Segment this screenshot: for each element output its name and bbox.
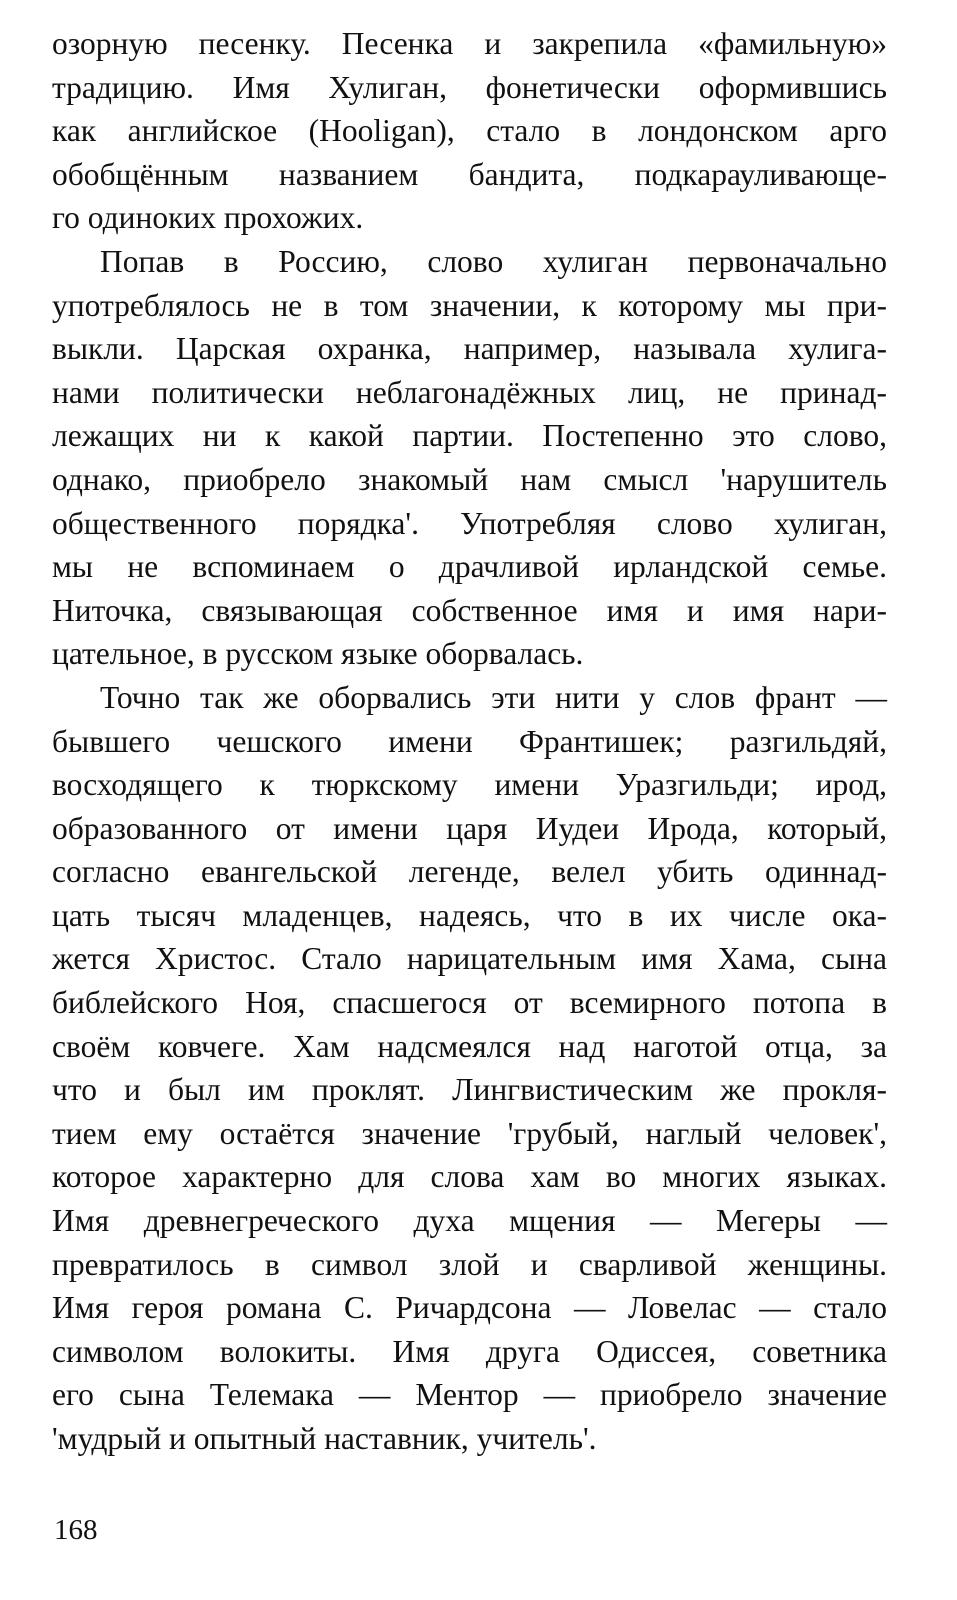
text-line: превратилось в символ злой и сварливой женщины. [52, 1246, 887, 1282]
text-line: цать тысяч младенцев, надеясь, что в их числе ока- [52, 897, 887, 933]
text-line: цательное, в русском языке оборвалась. [52, 636, 584, 672]
text-line: согласно евангельской легенде, велел убить одиннад- [52, 854, 887, 890]
text-line: озорную песенку. Песенка и закрепила «фамильную» [52, 26, 887, 61]
text-line: библейского Ноя, спасшегося от всемирного потопа в [52, 985, 887, 1021]
text-line: традицию. Имя Хулиган, фонетически оформившись [52, 69, 887, 105]
text-line: тием ему остаётся значение 'грубый, наглый человек', [52, 1115, 887, 1151]
text-line: своём ковчеге. Хам надсмеялся над наготой отца, за [52, 1028, 887, 1064]
text-line: жется Христос. Стало нарицательным имя Хама, сына [52, 941, 887, 977]
text-line: обобщённым названием бандита, подкарауливающе- [52, 156, 887, 192]
text-line: нами политически неблагонадёжных лиц, не принад- [52, 374, 887, 410]
page-number: 168 [54, 1514, 98, 1546]
text-line: которое характерно для слова хам во многих языках. [52, 1159, 887, 1195]
text-line: Имя древнегреческого духа мщения — Мегеры — [52, 1203, 887, 1239]
text-line: выкли. Царская охранка, например, называла хулига- [52, 331, 887, 367]
text-line: что и был им проклят. Лингвистическим же прокля- [52, 1072, 887, 1108]
text-line: однако, приобрело знакомый нам смысл 'нарушитель [52, 461, 887, 497]
text-line: Попав в Россию, слово хулиган первоначально [100, 243, 887, 279]
text-line: образованного от имени царя Иудеи Ирода, который, [52, 810, 887, 846]
text-line: его сына Телемака — Ментор — приобрело значение [52, 1377, 887, 1413]
text-line: Точно так же оборвались эти нити у слов франт — [100, 679, 887, 715]
text-line: восходящего к тюркскому имени Уразгильди; ирод, [52, 767, 887, 803]
text-line: 'мудрый и опытный наставник, учитель'. [52, 1421, 597, 1456]
text-line: бывшего чешского имени Франтишек; разгильдяй, [52, 723, 887, 759]
body-text [52, 22, 887, 1461]
text-line: го одиноких прохожих. [52, 200, 364, 236]
text-line: символом волокиты. Имя друга Одиссея, советника [52, 1333, 887, 1369]
text-line: употреблялось не в том значении, к которому мы при- [52, 287, 887, 323]
text-line: мы не вспоминаем о драчливой ирландской семье. [52, 549, 887, 585]
text-line: лежащих ни к какой партии. Постепенно это слово, [52, 418, 887, 454]
text-line: как английское (Hooligan), стало в лондонском арго [52, 113, 887, 149]
text-line: Ниточка, связывающая собственное имя и имя нари- [52, 592, 887, 628]
text-line: Имя героя романа С. Ричардсона — Ловелас — стало [52, 1290, 887, 1326]
text-line: общественного порядка'. Употребляя слово хулиган, [52, 505, 887, 541]
